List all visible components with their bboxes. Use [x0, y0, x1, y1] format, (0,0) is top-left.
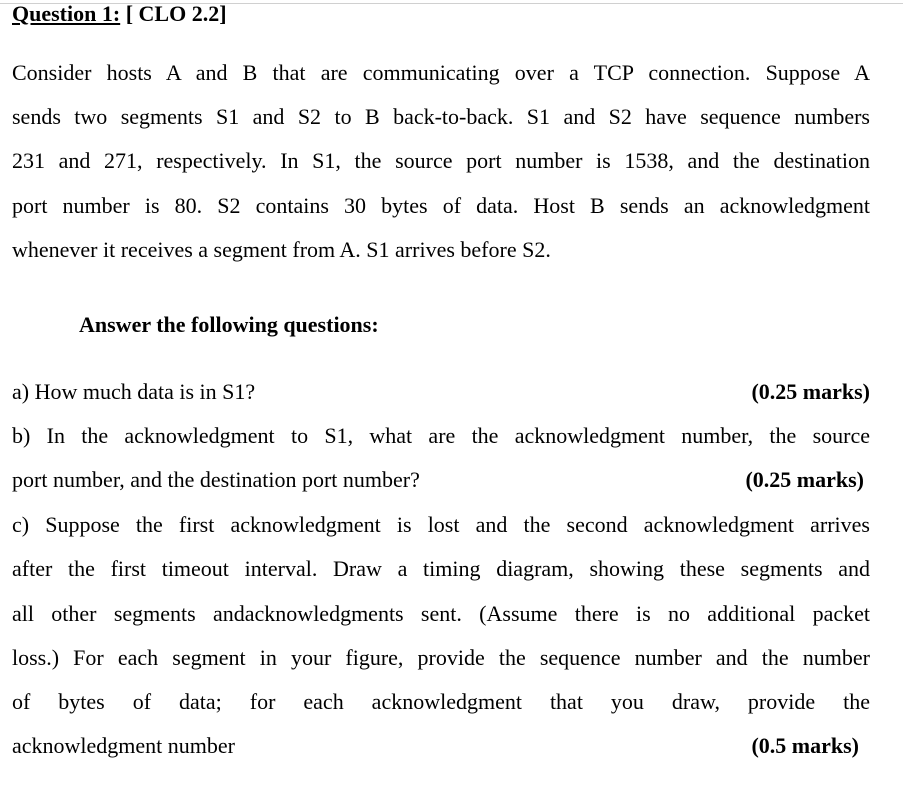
intro-line: sends two segments S1 and S2 to B back-to-back. S1 and S2 have sequence numbers — [12, 104, 870, 129]
intro-line: port number is 80. S2 contains 30 bytes of data. Host B sends an acknowledgment — [12, 193, 870, 218]
question-b-marks: (0.25 marks) — [745, 467, 864, 492]
question-a-text: a) How much data is in S1? — [12, 379, 256, 404]
question-c-text: of bytes of data; for each acknowledgment that you draw, provide the — [12, 689, 870, 714]
question-b-text: port number, and the destination port number? — [12, 467, 420, 492]
instruction-heading: Answer the following questions: — [79, 312, 379, 337]
question-c-text: all other segments andacknowledgments sent. (Assume there is no additional packet — [12, 601, 870, 626]
clo-label: [ CLO 2.2] — [125, 1, 227, 26]
question-c-text: loss.) For each segment in your figure, provide the sequence number and the number — [12, 645, 870, 670]
intro-line: 231 and 271, respectively. In S1, the source port number is 1538, and the destination — [12, 148, 870, 173]
question-label: Question 1: — [12, 1, 121, 26]
question-c-text: c) Suppose the first acknowledgment is lost and the second acknowledgment arrives — [12, 512, 870, 537]
question-heading — [12, 1, 227, 27]
question-a-marks: (0.25 marks) — [751, 379, 870, 404]
question-c-text: after the first timeout interval. Draw a timing diagram, showing these segments and — [12, 556, 870, 581]
intro-line: whenever it receives a segment from A. S1 arrives before S2. — [12, 237, 551, 262]
question-b-text: b) In the acknowledgment to S1, what are the acknowledgment number, the source — [12, 423, 870, 448]
question-c-text: acknowledgment number — [12, 733, 235, 758]
intro-line: Consider hosts A and B that are communicating over a TCP connection. Suppose A — [12, 60, 870, 85]
question-c-marks: (0.5 marks) — [751, 733, 859, 758]
